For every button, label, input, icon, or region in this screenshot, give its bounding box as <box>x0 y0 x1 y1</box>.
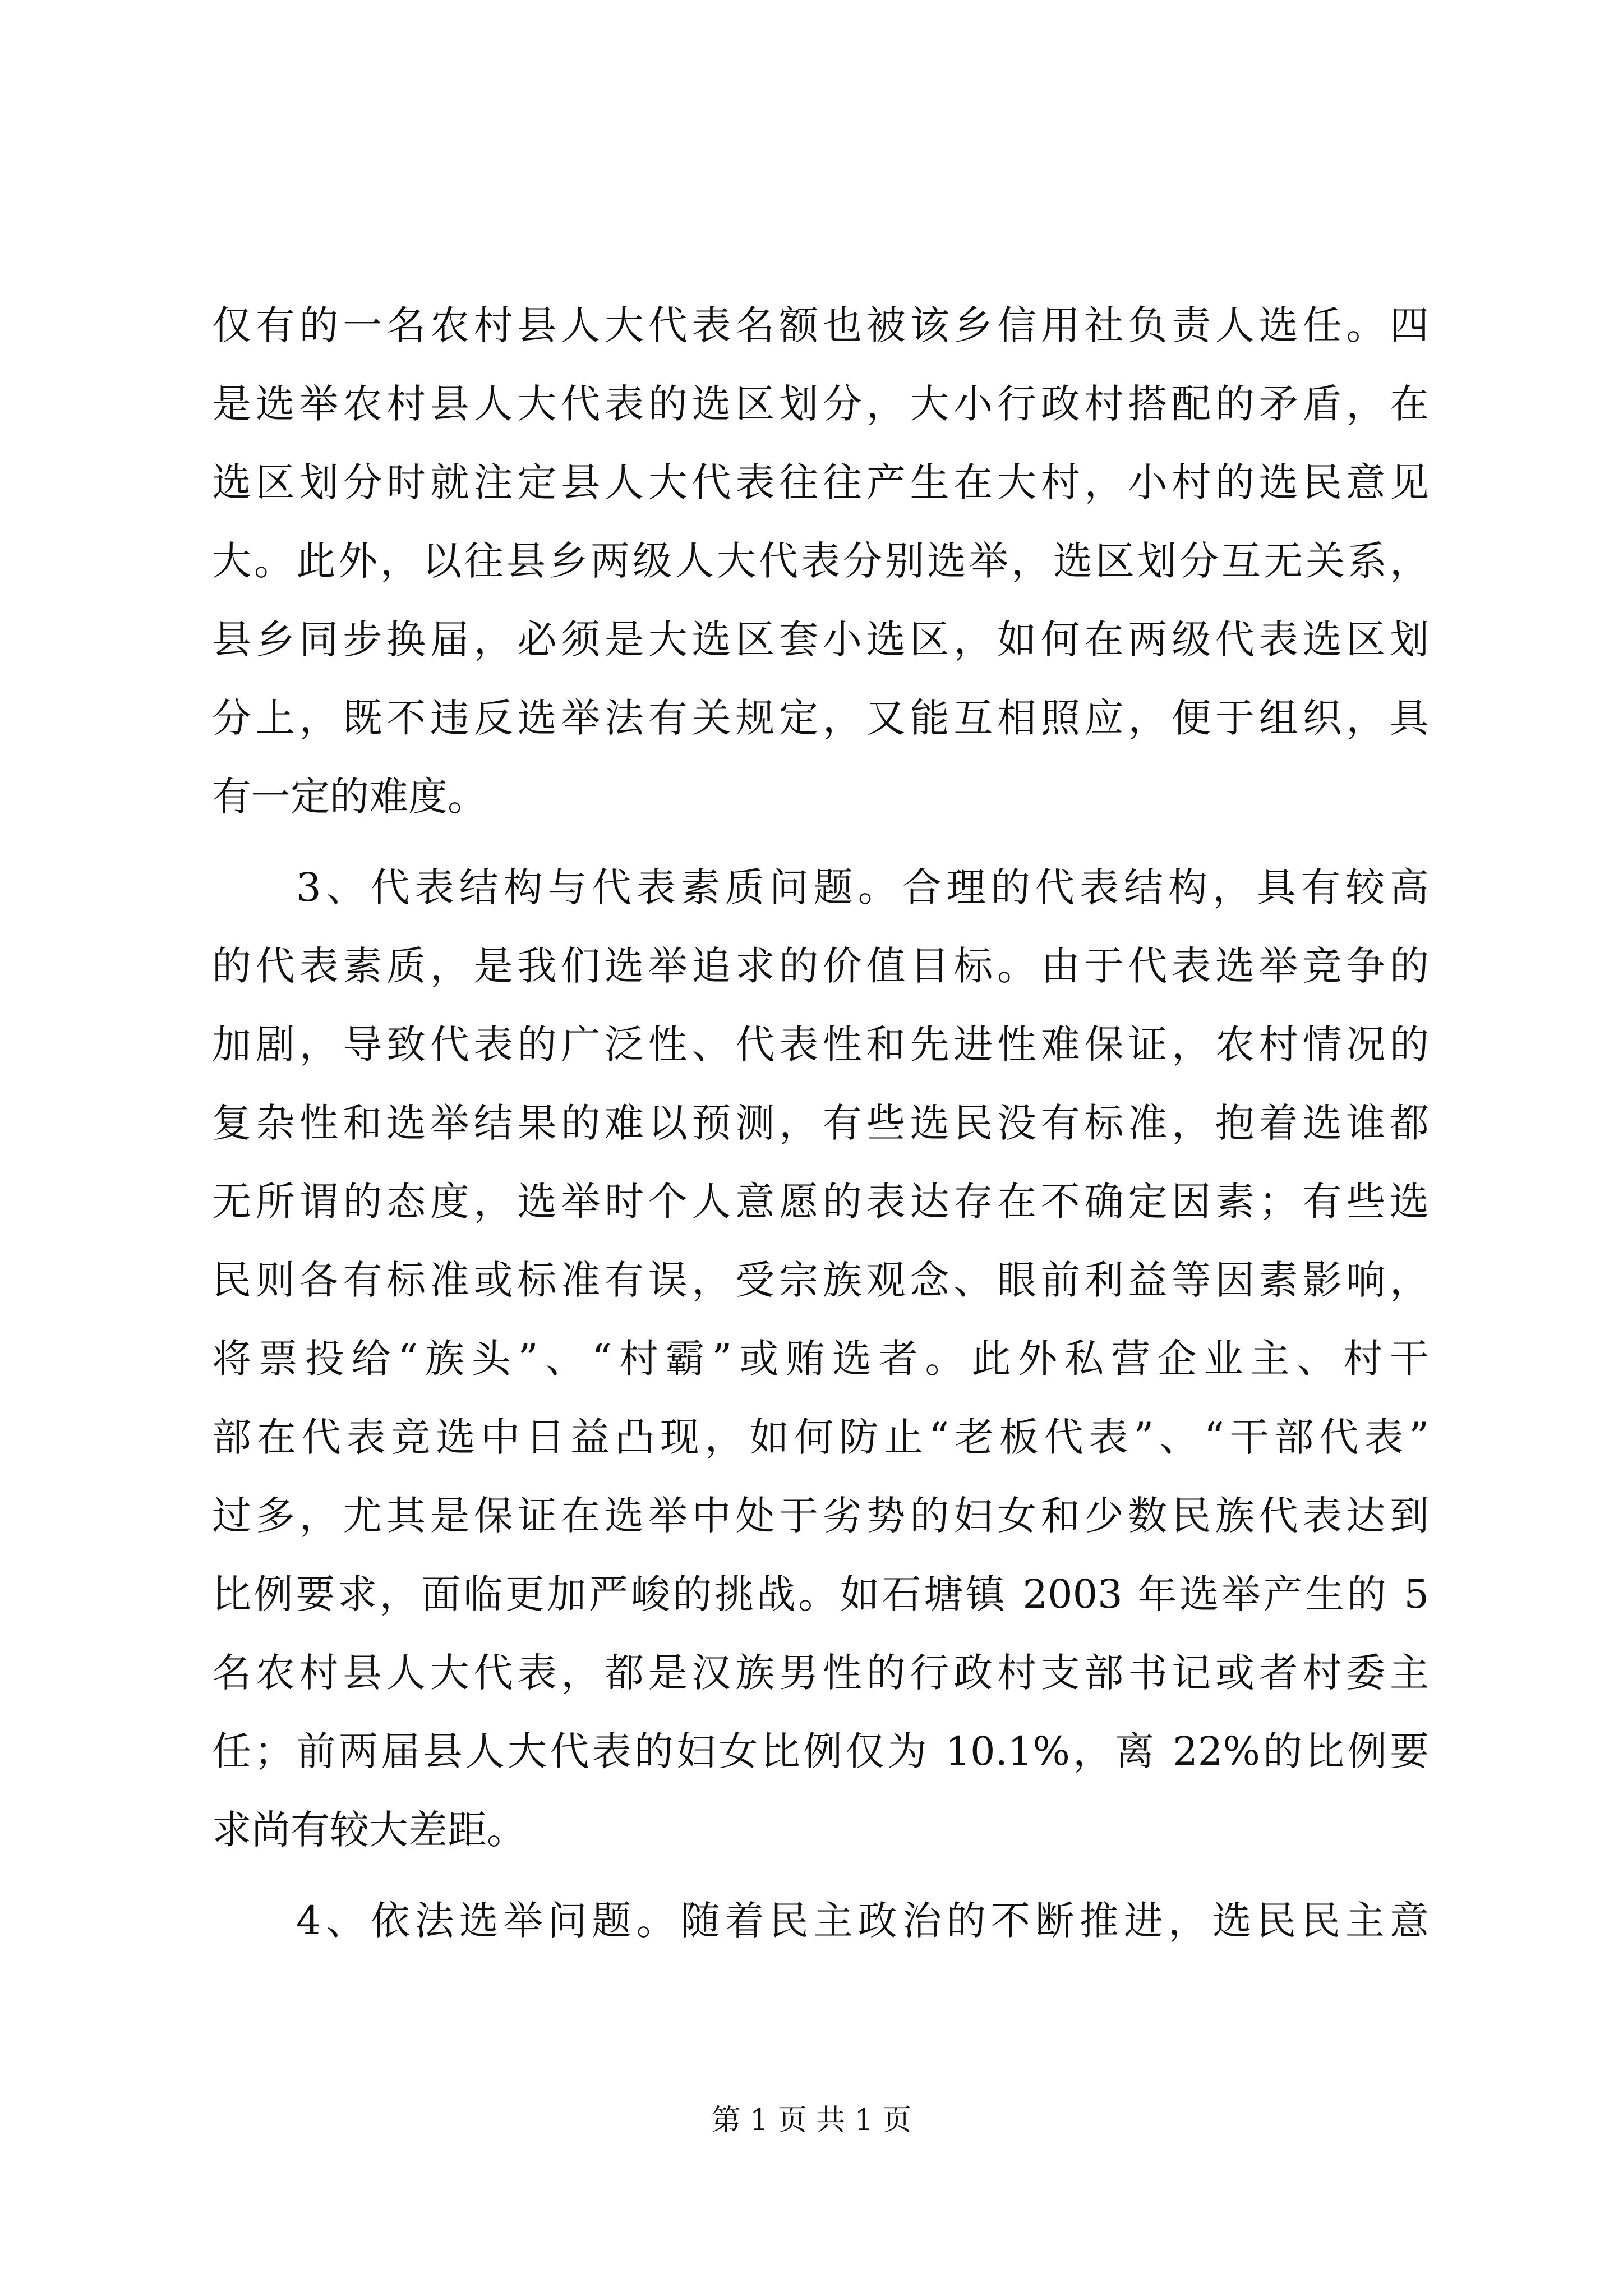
text-line: 求尚有较大差距。 <box>212 1807 526 1853</box>
text-line: 部在代表竞选中日益凸现，如何防止“老板代表”、“干部代表” <box>212 1414 1429 1460</box>
text-line: 比例要求，面临更加严峻的挑战。如石塘镇 2003 年选举产生的 5 <box>212 1571 1429 1617</box>
text-line: 有一定的难度。 <box>212 774 487 820</box>
text-line: 民则各有标准或标准有误，受宗族观念、眼前利益等因素影响， <box>212 1257 1429 1303</box>
page-footer: 第 1 页 共 1 页 <box>711 2104 912 2137</box>
text-line: 加剧，导致代表的广泛性、代表性和先进性难保证，农村情况的 <box>212 1022 1429 1068</box>
body-text <box>212 286 1429 1960</box>
paragraph-1 <box>212 286 1429 836</box>
paragraph-gap <box>212 1869 1429 1881</box>
text-line: 将票投给“族头”、“村霸”或贿选者。此外私营企业主、村干 <box>212 1336 1429 1382</box>
text-line: 仅有的一名农村县人大代表名额也被该乡信用社负责人选任。四 <box>212 302 1429 348</box>
paragraph-2 <box>212 848 1429 1869</box>
text-line: 过多，尤其是保证在选举中处于劣势的妇女和少数民族代表达到 <box>212 1493 1429 1539</box>
text-line: 名农村县人大代表，都是汉族男性的行政村支部书记或者村委主 <box>212 1650 1429 1696</box>
text-line: 3、代表结构与代表素质问题。合理的代表结构，具有较高 <box>296 864 1429 910</box>
text-line: 复杂性和选举结果的难以预测，有些选民没有标准，抱着选谁都 <box>212 1100 1429 1146</box>
text-line: 大。此外，以往县乡两级人大代表分别选举，选区划分互无关系， <box>212 538 1429 584</box>
text-line: 选区划分时就注定县人大代表往往产生在大村，小村的选民意见 <box>212 459 1429 505</box>
text-line: 县乡同步换届，必须是大选区套小选区，如何在两级代表选区划 <box>212 616 1429 662</box>
paragraph-3 <box>212 1881 1429 1960</box>
text-line: 任；前两届县人大代表的妇女比例仅为 10.1%，离 22%的比例要 <box>212 1728 1429 1774</box>
text-line: 4、依法选举问题。随着民主政治的不断推进，选民民主意 <box>296 1898 1429 1944</box>
text-line: 分上，既不违反选举法有关规定，又能互相照应，便于组织，具 <box>212 695 1429 741</box>
text-line: 无所谓的态度，选举时个人意愿的表达存在不确定因素；有些选 <box>212 1179 1429 1225</box>
paragraph-gap <box>212 836 1429 848</box>
text-line: 是选举农村县人大代表的选区划分，大小行政村搭配的矛盾，在 <box>212 381 1429 427</box>
text-line: 的代表素质，是我们选举追求的价值目标。由于代表选举竞争的 <box>212 943 1429 989</box>
